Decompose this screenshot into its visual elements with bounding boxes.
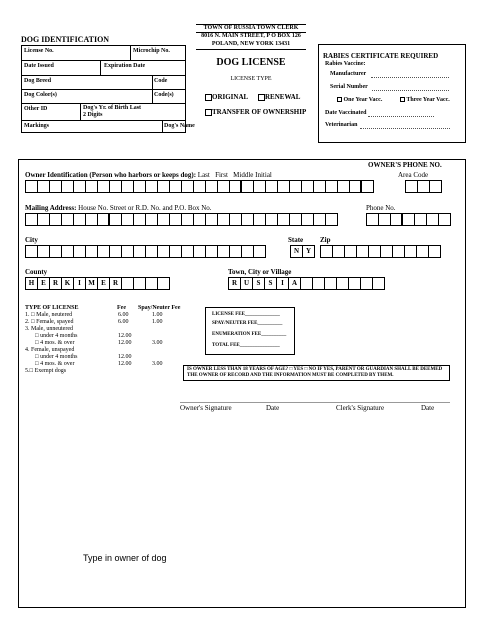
owner-name-cells[interactable] (25, 180, 373, 193)
footer-note: Type in owner of dog (83, 553, 167, 563)
spay-neuter-fee-field[interactable]: SPAY/NEUTER FEE__________ (212, 321, 283, 326)
county-letter: H (25, 277, 38, 290)
clerk-line-2: 8016 N. MAIN STREET, P O BOX 126 (201, 33, 301, 39)
microchip-no-label: Microchip No. (133, 48, 170, 54)
city-cells[interactable] (25, 245, 265, 258)
clerk-line-3: POLAND, NEW YORK 13431 (211, 41, 291, 47)
rabies-title: RABIES CERTIFICATE REQUIRED (323, 52, 439, 60)
date-vaccinated-label: Date Vaccinated (325, 110, 367, 116)
renewal-option[interactable]: RENEWAL (258, 93, 300, 101)
three-year-vacc-option[interactable]: Three Year Vacc. (400, 97, 450, 103)
dog-breed-label: Dog Breed (24, 78, 52, 84)
dogs-name-label: Dog's Name (164, 123, 195, 129)
original-option[interactable]: ORIGINAL (205, 93, 248, 101)
town-label: Town, City or Village (228, 268, 292, 276)
clerk-line-1: TOWN OF RUSSIA TOWN CLERK (203, 25, 299, 31)
type-of-license-header: TYPE OF LICENSE (25, 305, 79, 311)
license-no-label: License No. (24, 48, 54, 54)
owners-phone-title: OWNER'S PHONE NO. (368, 161, 442, 169)
owner-identification-row (25, 171, 272, 179)
county-letter: M (85, 277, 98, 290)
mailing-detail-label: House No. Street or R.D. No. and P.O. Box No. (78, 204, 212, 212)
area-code-cells[interactable] (405, 180, 441, 193)
owner-identification-label: Owner Identification (Person who harbors or keeps dog): (25, 171, 197, 179)
transfer-option[interactable]: TRANSFER OF OWNERSHIP (205, 108, 306, 116)
original-checkbox[interactable] (205, 94, 212, 101)
renewal-checkbox[interactable] (258, 94, 265, 101)
date-label-1: Date (266, 404, 280, 412)
zip-label: Zip (320, 236, 331, 244)
state-letter: Y (302, 245, 315, 258)
county-letter: R (49, 277, 62, 290)
state-letter: N (290, 245, 303, 258)
enumeration-fee-field[interactable]: ENUMERATION FEE__________ (212, 332, 287, 337)
area-code-label: Area Code (398, 171, 429, 179)
serial-number-label: Serial Number (330, 84, 368, 90)
license-fee-field[interactable]: LICENSE FEE______________ (212, 312, 280, 317)
fee-row: 3. Male, unneutered (25, 326, 73, 332)
county-label: County (25, 268, 48, 276)
serial-number-field[interactable] (372, 90, 449, 91)
signature-line[interactable] (180, 402, 450, 403)
one-year-vacc-option[interactable]: One Year Vacc. (337, 97, 382, 103)
phone-no-cells[interactable] (366, 213, 450, 226)
name-parts-label: Last First Middle Initial (197, 171, 272, 179)
county-letter: E (37, 277, 50, 290)
state-label: State (288, 236, 304, 244)
date-vaccinated-field[interactable] (368, 116, 434, 117)
fee-table (25, 312, 195, 375)
license-type-label: LICENSE TYPE (230, 76, 272, 82)
town-letter: A (288, 277, 301, 290)
transfer-checkbox[interactable] (205, 109, 212, 116)
town-cells[interactable] (228, 277, 384, 290)
expiration-date-label: Expiration Date (104, 63, 146, 69)
owner-age-notice[interactable]: IS OWNER LESS THAN 18 YEARS OF AGE? □ YES □ NO IF YES, PARENT OR GUARDIAN SHALL BE DEEMED THE OWNER OF RECORD AND THE INFORMATION MUST BE COMPLETED BY THEM. (187, 367, 443, 378)
clerks-signature-label: Clerk's Signature (336, 404, 385, 412)
fee-row[interactable]: 2. □ Female, spayed 6.00 1.00 (25, 319, 163, 325)
veterinarian-field[interactable] (360, 128, 450, 129)
phone-no-label: Phone No. (366, 204, 396, 212)
city-label: City (25, 236, 38, 244)
town-letter: U (240, 277, 253, 290)
fee-row: 4. Female, unspayed (25, 347, 75, 353)
fee-row[interactable]: 1. □ Male, neutered 6.00 1.00 (25, 312, 163, 318)
mailing-address-label: Mailing Address: (25, 204, 77, 212)
county-cells[interactable] (25, 277, 169, 290)
county-letter: I (73, 277, 86, 290)
fee-row[interactable]: □ under 4 months 12.00 (35, 333, 132, 339)
mailing-address-cells[interactable] (25, 213, 337, 226)
other-id-label: Other ID (24, 106, 48, 112)
total-fee-field[interactable]: TOTAL FEE________________ (212, 343, 280, 348)
dog-license-title: DOG LICENSE (216, 57, 286, 68)
town-letter: R (228, 277, 241, 290)
manufacturer-field[interactable] (371, 77, 449, 78)
mailing-address-row (25, 204, 212, 212)
one-year-checkbox[interactable] (337, 97, 342, 102)
town-letter: S (252, 277, 265, 290)
three-year-checkbox[interactable] (400, 97, 405, 102)
owners-signature-label: Owner's Signature (180, 404, 232, 412)
county-letter: E (97, 277, 110, 290)
county-letter: R (109, 277, 122, 290)
town-letter: I (276, 277, 289, 290)
zip-cells[interactable] (320, 245, 440, 258)
date-label-2: Date (421, 404, 435, 412)
fee-row[interactable]: □ 4 mos. & over 12.00 3.00 (35, 361, 163, 367)
markings-label: Markings (24, 123, 50, 129)
fee-row[interactable]: □ 4 mos. & over 12.00 3.00 (35, 340, 163, 346)
veterinarian-label: Veterinarian (325, 122, 358, 128)
state-cells[interactable] (290, 245, 314, 258)
date-issued-label: Date Issued (24, 63, 54, 69)
town-letter: S (264, 277, 277, 290)
fee-row[interactable]: □ under 4 months 12.00 (35, 354, 132, 360)
fee-header: Fee (117, 305, 126, 311)
dog-identification-heading: DOG IDENTIFICATION (21, 35, 110, 44)
spay-neuter-fee-header: Spay/Neuter Fee (138, 305, 181, 311)
codes-label: Code(s) (154, 92, 174, 98)
county-letter: K (61, 277, 74, 290)
dog-colors-label: Dog Color(s) (24, 92, 57, 98)
dogs-birth-year-label: Dog's Yr. of Birth Last 2 Digits (83, 105, 142, 118)
manufacturer-label: Manufacturer (330, 71, 367, 77)
code-label: Code (154, 78, 168, 84)
main-form-box (18, 159, 466, 608)
rabies-vaccine-label: Rabies Vaccine: (325, 61, 366, 67)
fee-row[interactable]: 5.□ Exempt dogs (25, 368, 67, 374)
